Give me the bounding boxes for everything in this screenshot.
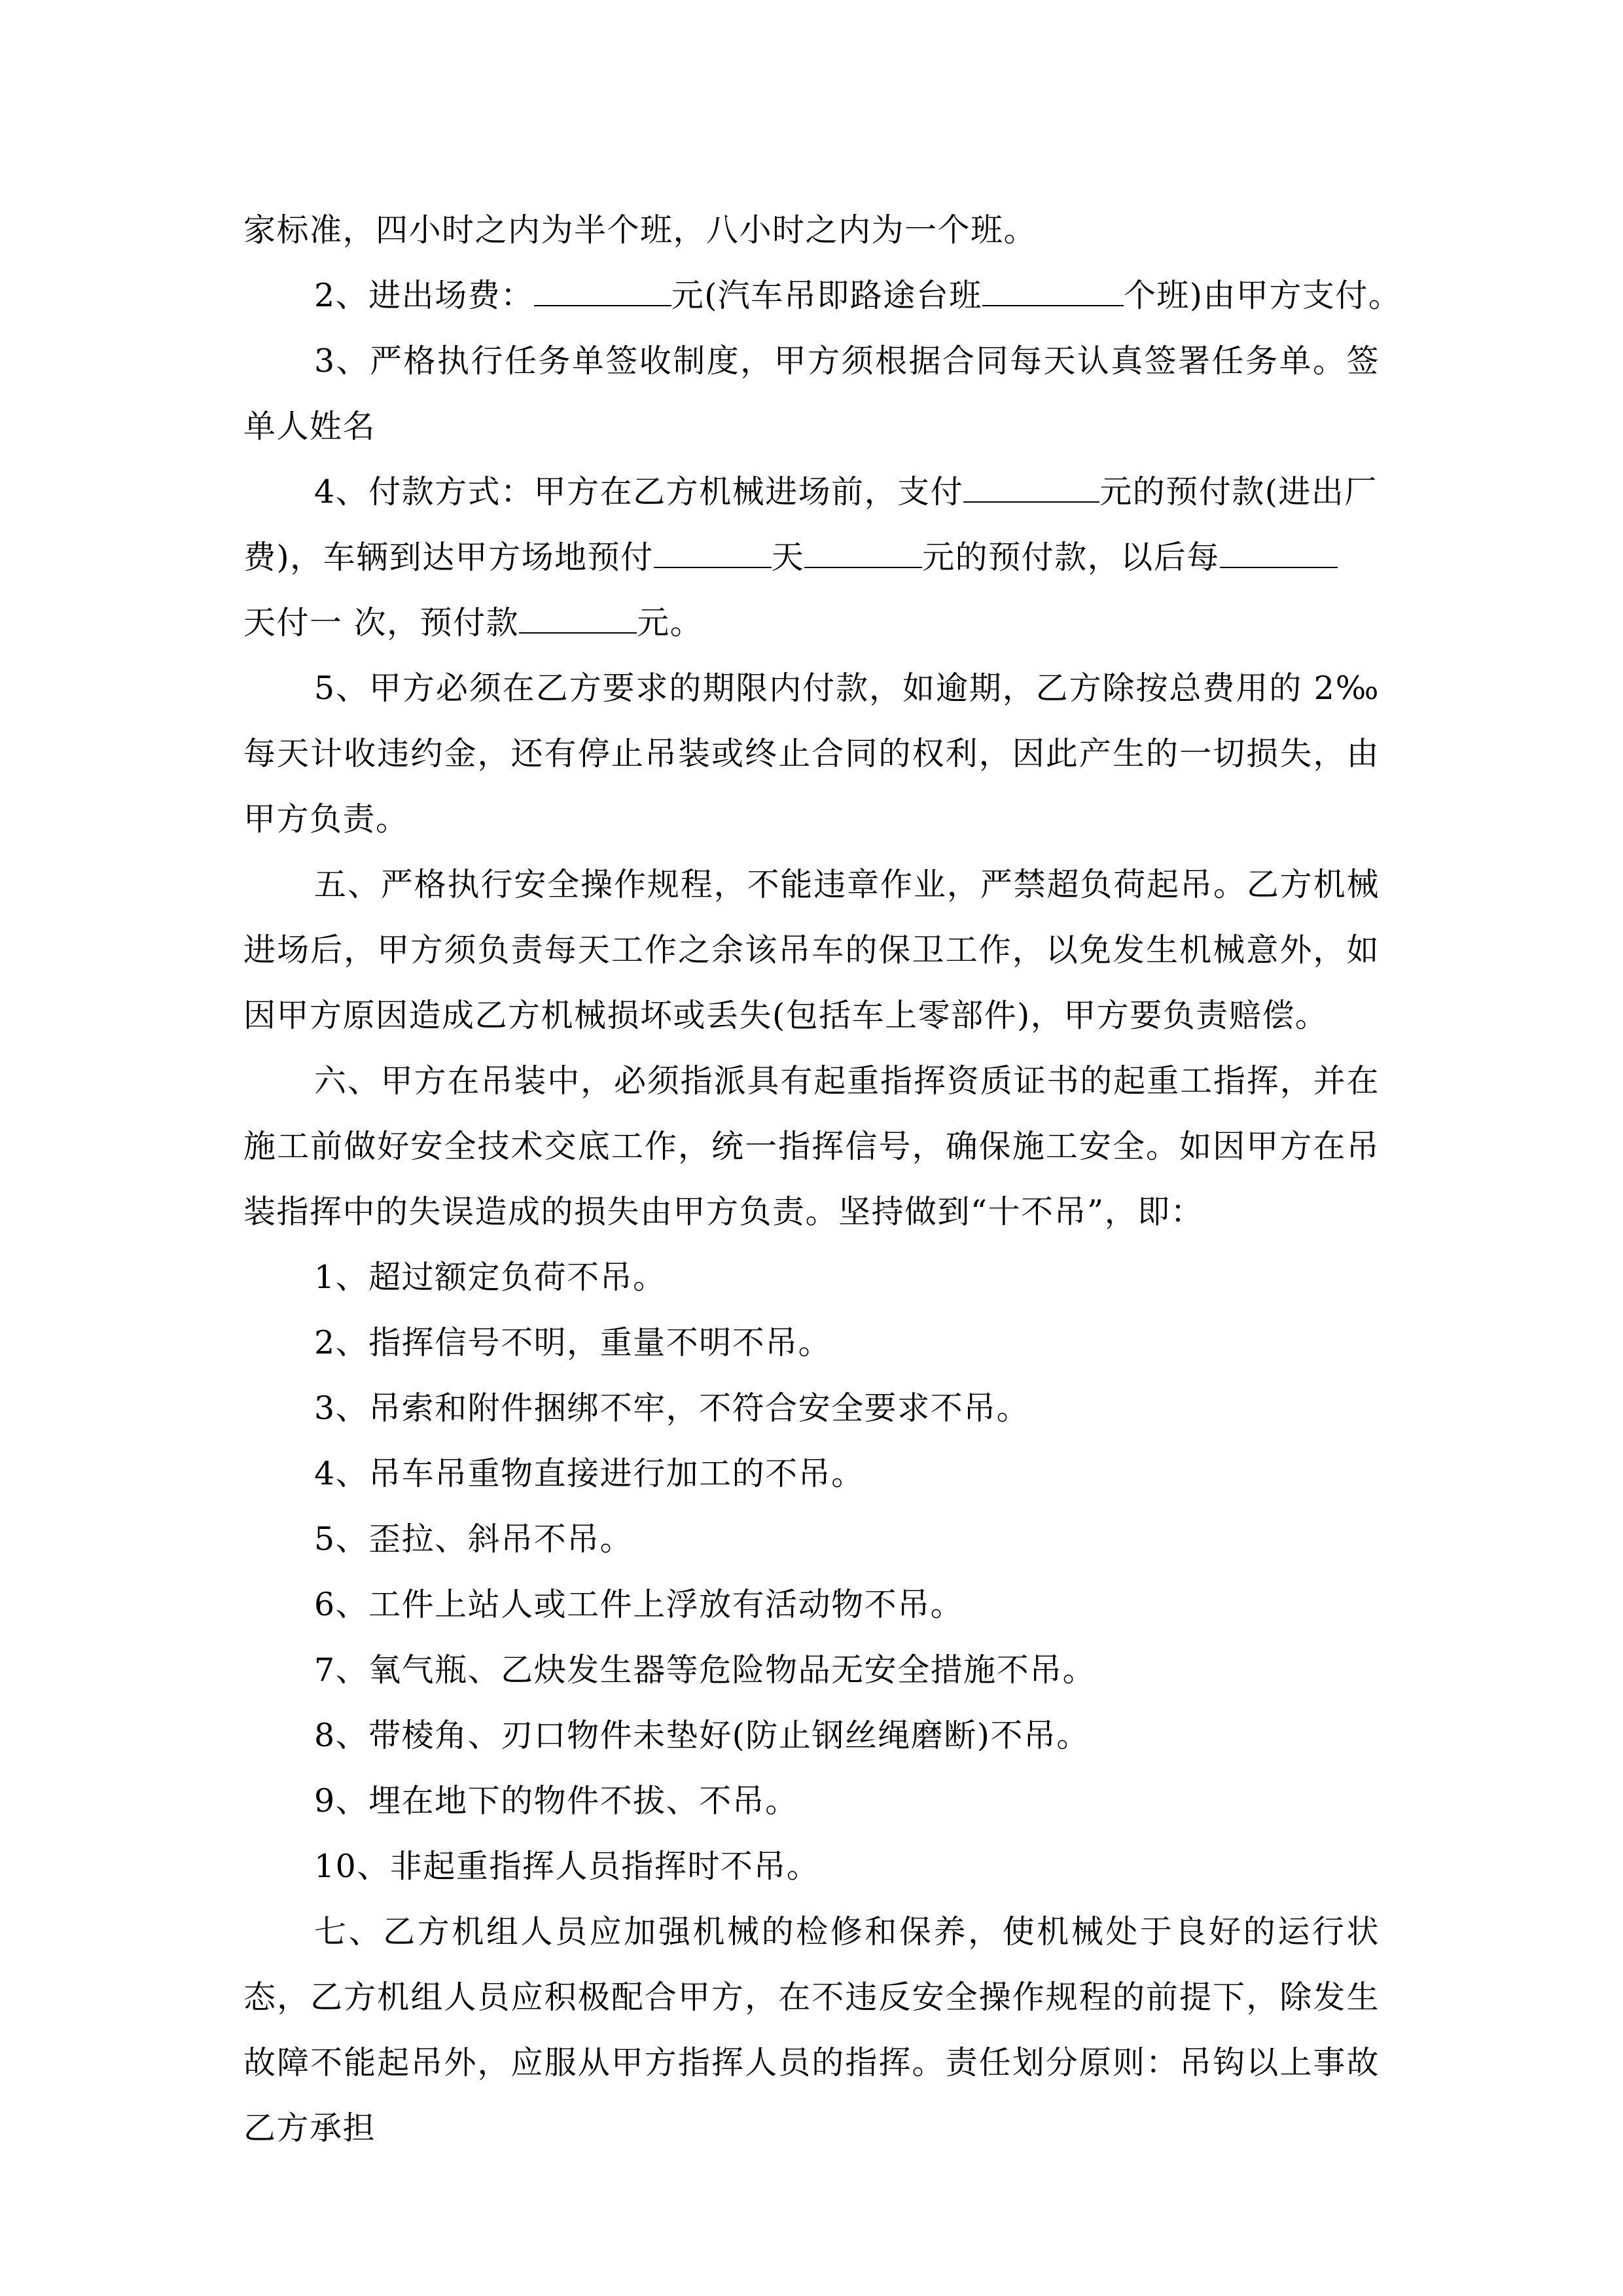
entry-fee-blank[interactable] [534,275,671,306]
list-item: 5、歪拉、斜吊不吊。 [314,1520,633,1558]
payment-text-2: 费)，车辆到达甲方场地预付 [243,539,654,576]
list-item: 4、吊车吊重物直接进行加工的不吊。 [314,1455,865,1492]
prepay-sum-blank[interactable] [804,537,922,568]
paragraph-continuation: 家标准，四小时之内为半个班，八小时之内为一个班。 [243,211,1037,249]
prepay-amount-blank[interactable] [963,471,1099,503]
list-item: 8、带棱角、刃口物件未垫好(防止钢丝绳磨断)不吊。 [314,1717,1090,1754]
list-item: 9、埋在地下的物件不拔、不吊。 [314,1782,798,1820]
section-six-paragraph: 六、甲方在吊装中，必须指派具有起重指挥资质证书的起重工指挥，并在施工前做好安全技术交底工作，统一指挥信号，确保施工安全。如因甲方在吊装指挥中的失误造成的损失由甲方负责。坚持做到“十不吊”，即： [243,1062,1380,1230]
payment-text-5: 元。 [637,604,704,641]
payment-paragraph-line3 [243,590,703,656]
prepay-days-blank[interactable] [654,537,772,568]
list-item: 2、指挥信号不明，重量不明不吊。 [314,1324,832,1361]
late-payment-paragraph: 5、甲方必须在乙方要求的期限内付款，如逾期，乙方除按总费用的 2‰每天计收违约金，还有停止吊装或终止合同的权利，因此产生的一切损失，由甲方负责。 [243,670,1380,838]
payment-text-4: 天付一 次，预付款 [243,604,520,641]
shift-count-blank[interactable] [982,275,1124,306]
list-item: 10、非起重指挥人员指挥时不吊。 [314,1848,820,1885]
payment-text-1: 元的预付款(进出厂 [1099,473,1378,511]
list-item: 6、工件上站人或工件上浮放有活动物不吊。 [314,1586,964,1623]
list-item: 1、超过额定负荷不吊。 [314,1259,666,1296]
installment-blank[interactable] [519,602,637,634]
section-five-paragraph: 五、严格执行安全操作规程，不能违章作业，严禁超负荷起吊。乙方机械进场后，甲方须负责每天工作之余该吊车的保卫工作，以免发生机械意外，如因甲方原因造成乙方机械损坏或丢失(包括车上零部件)，甲方要负责赔偿。 [243,866,1380,1034]
payment-days-unit: 天 [771,539,805,576]
payment-paragraph-line1 [314,459,1378,525]
entry-fee-label: 2、进出场费： [314,277,534,314]
task-order-paragraph: 3、严格执行任务单签收制度，甲方须根据合同每天认真签署任务单。签单人姓名 [243,342,1380,445]
list-item: 7、氧气瓶、乙炔发生器等危险物品无安全措施不吊。 [314,1651,1096,1689]
entry-fee-paragraph [314,263,1401,329]
list-item: 3、吊索和附件捆绑不牢，不符合安全要求不吊。 [314,1390,1030,1427]
payment-paragraph-line2 [243,525,1338,590]
interval-days-blank[interactable] [1220,537,1338,568]
payment-text-3: 元的预付款，以后每 [922,539,1220,576]
entry-fee-tail: 个班)由甲方支付。 [1123,277,1402,314]
section-seven-paragraph: 七、乙方机组人员应加强机械的检修和保养，使机械处于良好的运行状态，乙方机组人员应积极配合甲方，在不违反安全操作规程的前提下，除发生故障不能起吊外，应服从甲方指挥人员的指挥。责任划分原则：吊钩以上事故乙方承担 [243,1913,1380,2147]
payment-label: 4、付款方式：甲方在乙方机械进场前，支付 [314,473,964,511]
entry-fee-text: 元(汽车吊即路途台班 [671,277,982,314]
